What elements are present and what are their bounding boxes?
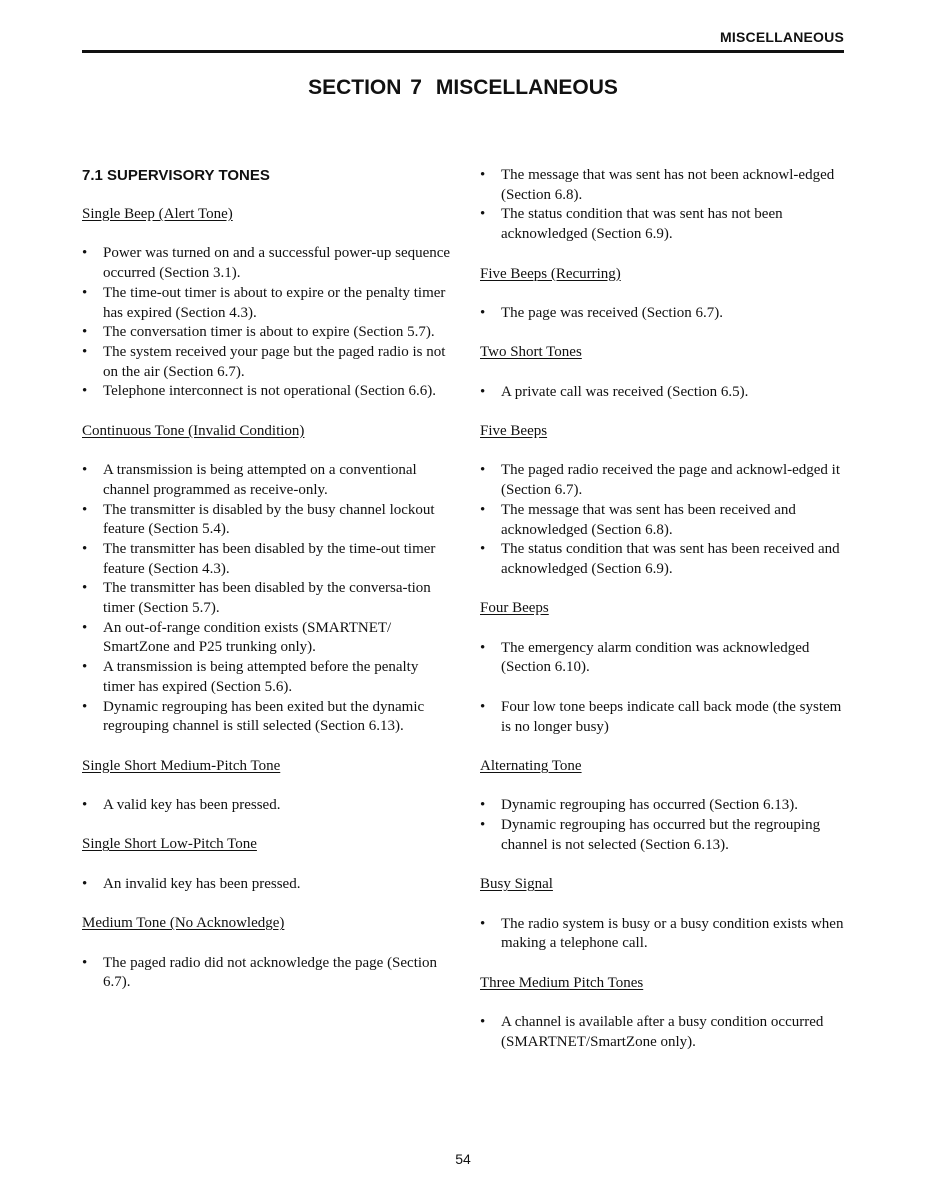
tone-condition-item: • An out-of-range condition exists (SMARTNET/ SmartZone and P25 trunking only).: [82, 619, 452, 658]
right-tone-groups: [480, 166, 846, 1052]
tone-condition-item: • An invalid key has been pressed.: [82, 875, 452, 895]
tone-condition-list: [82, 954, 452, 993]
tone-condition-item: • A valid key has been pressed.: [82, 796, 452, 816]
left-tone-groups: [82, 205, 452, 993]
tone-condition-item: • Dynamic regrouping has been exited but the dynamic regrouping channel is still selected (Section 6.13).: [82, 698, 452, 737]
tone-condition-list: [480, 1013, 846, 1052]
tone-condition-item: • A transmission is being attempted on a conventional channel programmed as receive-only.: [82, 461, 452, 500]
tone-condition-item: • The message that was sent has not been acknowl-edged (Section 6.8).: [480, 166, 846, 205]
section-title: [0, 76, 926, 100]
subsection-heading: 7.1 SUPERVISORY TONES: [82, 167, 270, 184]
tone-group-heading: Alternating Tone: [480, 757, 582, 774]
tone-condition-item: • The conversation timer is about to expire (Section 5.7).: [82, 323, 452, 343]
tone-group-heading: Three Medium Pitch Tones: [480, 974, 644, 991]
tone-group-heading: Five Beeps (Recurring): [480, 265, 621, 282]
tone-condition-list: [480, 639, 846, 678]
tone-condition-item: • The status condition that was sent has been received and acknowledged (Section 6.9).: [480, 540, 846, 579]
tone-condition-list: [480, 461, 846, 579]
tone-condition-list: [480, 915, 846, 954]
running-header: MISCELLANEOUS: [720, 29, 844, 45]
tone-condition-list: [82, 244, 452, 402]
tone-condition-item: • The transmitter has been disabled by the conversa-tion timer (Section 5.7).: [82, 579, 452, 618]
tone-condition-list: [82, 875, 452, 895]
tone-group-heading: Two Short Tones: [480, 344, 582, 361]
tone-group-heading: Five Beeps: [480, 423, 548, 440]
page-number: 54: [455, 1151, 471, 1167]
tone-group-heading: Continuous Tone (Invalid Condition): [82, 422, 305, 439]
section-number: SECTION 7: [308, 76, 422, 99]
tone-condition-item: • The transmitter is disabled by the busy channel lockout feature (Section 5.4).: [82, 501, 452, 540]
tone-condition-item: • The status condition that was sent has not been acknowledged (Section 6.9).: [480, 205, 846, 244]
tone-condition-item: • The page was received (Section 6.7).: [480, 304, 846, 324]
tone-condition-item: • Four low tone beeps indicate call back mode (the system is no longer busy): [480, 698, 846, 737]
tone-condition-item: • The system received your page but the paged radio is not on the air (Section 6.7).: [82, 343, 452, 382]
tone-condition-item: • The transmitter has been disabled by the time-out timer feature (Section 4.3).: [82, 540, 452, 579]
tone-condition-list: [82, 796, 452, 816]
tone-condition-item: • The radio system is busy or a busy condition exists when making a telephone call.: [480, 915, 846, 954]
header-rule: [82, 50, 844, 53]
right-column: [480, 166, 846, 1072]
tone-condition-list: [480, 383, 846, 403]
tone-condition-list: [480, 796, 846, 855]
tone-condition-item: • The time-out timer is about to expire or the penalty timer has expired (Section 4.3).: [82, 284, 452, 323]
tone-group-heading: Single Beep (Alert Tone): [82, 206, 233, 222]
tone-condition-list: [480, 698, 846, 737]
section-name: MISCELLANEOUS: [435, 76, 618, 99]
tone-group-heading: Four Beeps: [480, 600, 549, 617]
tone-condition-item: • A transmission is being attempted before the penalty timer has expired (Section 5.6).: [82, 658, 452, 697]
tone-condition-item: • The emergency alarm condition was acknowledged (Section 6.10).: [480, 639, 846, 678]
tone-condition-item: • A private call was received (Section 6.5).: [480, 383, 846, 403]
tone-group-heading: Single Short Medium-Pitch Tone: [82, 757, 281, 774]
tone-condition-item: • Telephone interconnect is not operational (Section 6.6).: [82, 382, 452, 402]
tone-condition-item: • A channel is available after a busy condition occurred (SMARTNET/SmartZone only).: [480, 1013, 846, 1052]
tone-group-heading: Single Short Low-Pitch Tone: [82, 836, 257, 853]
tone-condition-item: • Dynamic regrouping has occurred but the regrouping channel is not selected (Section 6.13).: [480, 816, 846, 855]
left-column: [82, 166, 452, 1013]
tone-condition-list: [480, 166, 846, 245]
tone-condition-item: • Dynamic regrouping has occurred (Section 6.13).: [480, 796, 846, 816]
tone-condition-list: [82, 461, 452, 737]
tone-group-heading: Busy Signal: [480, 876, 553, 893]
tone-condition-item: • The paged radio did not acknowledge the page (Section 6.7).: [82, 954, 452, 993]
tone-condition-list: [480, 304, 846, 324]
tone-group-heading: Medium Tone (No Acknowledge): [82, 915, 285, 932]
tone-condition-item: • The message that was sent has been received and acknowledged (Section 6.8).: [480, 501, 846, 540]
tone-condition-item: • Power was turned on and a successful power-up sequence occurred (Section 3.1).: [82, 244, 452, 283]
tone-condition-item: • The paged radio received the page and acknowl-edged it (Section 6.7).: [480, 461, 846, 500]
